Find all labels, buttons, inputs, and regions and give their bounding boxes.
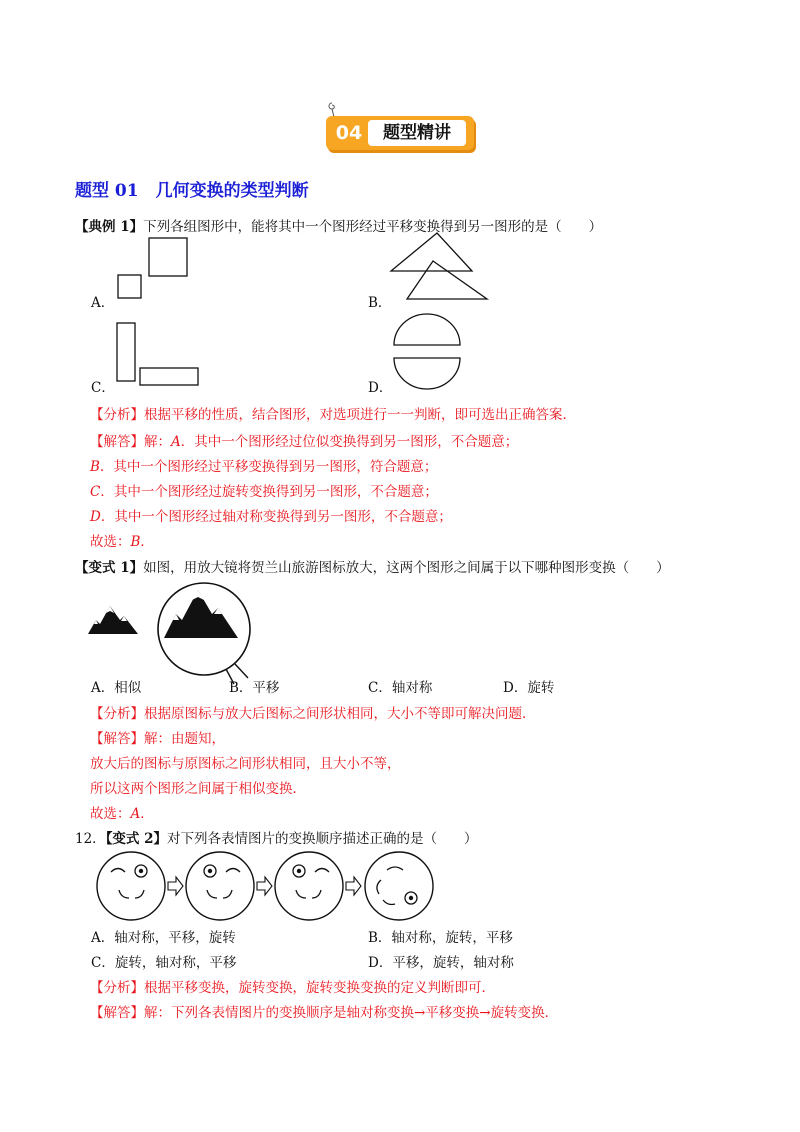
answer-text-a: ．其中一个图形经过位似变换得到另一图形，不合题意； <box>180 434 519 450</box>
arrow-right-icon <box>346 877 361 895</box>
analysis-label: 【分析】 <box>90 407 144 423</box>
analysis-text: 根据原图标与放大后图标之间形状相同，大小不等即可解决问题． <box>144 706 536 722</box>
emoji-sequence <box>95 848 465 928</box>
badge-number: 04 <box>335 122 363 144</box>
example1-text: 下列各组图形中，能将其中一个图形经过平移变换得到另一图形的是（ ） <box>143 219 603 235</box>
variant2-answer <box>90 1001 558 1021</box>
variant1-option-c: C．轴对称 <box>368 680 433 696</box>
option-a-label: A． <box>91 295 115 311</box>
variant2-label: 【变式 2】 <box>105 831 168 847</box>
analysis-text: 根据平移的性质，结合图形，对选项进行一一判断，即可选出正确答案． <box>144 407 576 423</box>
answer-text-1: 解：由题知， <box>144 731 225 747</box>
variant2-analysis <box>90 976 495 996</box>
example1-question <box>75 215 602 235</box>
choice-letter: B <box>130 534 141 550</box>
option-c-label: C． <box>91 380 115 396</box>
badge-title: 题型精讲 <box>368 120 466 146</box>
variant1-analysis <box>90 702 536 722</box>
example1-analysis <box>90 403 576 423</box>
answer-intro: 解： <box>144 434 171 450</box>
option-d-label: D． <box>368 380 393 396</box>
answer-letter-d: D <box>90 509 101 525</box>
variant1-answer-line-1 <box>90 727 225 747</box>
choice-letter: A <box>130 806 141 822</box>
option-a-squares <box>116 236 186 326</box>
magnifier-icon <box>152 580 272 690</box>
variant1-option-a: A．相似 <box>91 680 142 696</box>
variant1-choice <box>90 802 154 822</box>
answer-text-c: ．其中一个图形经过旋转变换得到另一图形，不合题意； <box>100 484 438 500</box>
answer-text: 解：下列各表情图片的变换顺序是轴对称变换→平移变换→旋转变换． <box>144 1005 559 1021</box>
analysis-label: 【分析】 <box>90 706 144 722</box>
example1-answer-line-d <box>90 505 452 525</box>
option-b-label: B． <box>368 295 392 311</box>
emoji-face-4 <box>365 852 433 920</box>
variant2-text: 对下列各表情图片的变换顺序描述正确的是（ ） <box>167 831 478 847</box>
variant2-option-c: C．旋转，轴对称，平移 <box>91 955 237 971</box>
analysis-text: 根据平移变换，旋转变换，旋转变换变换的定义判断即可． <box>144 980 495 996</box>
answer-label: 【解答】 <box>90 434 144 450</box>
variant1-answer-line-3: 所以这两个图形之间属于相似变换． <box>90 781 306 797</box>
example1-label: 【典例 1】 <box>75 219 144 235</box>
variant2-option-b: B．轴对称，旋转，平移 <box>368 930 513 946</box>
variant2-question <box>75 827 478 847</box>
answer-label: 【解答】 <box>90 731 144 747</box>
option-c-rectangles <box>116 322 206 392</box>
example1-answer-line-c <box>90 480 438 500</box>
choice-prefix: 故选： <box>90 534 131 550</box>
variant2-option-d: D．平移，旋转，轴对称 <box>368 955 514 971</box>
answer-text-b: ．其中一个图形经过平移变换得到另一图形，符合题意； <box>99 459 438 475</box>
variant2-number: 12． <box>75 831 106 847</box>
example1-answer-line-b <box>90 455 437 475</box>
variant1-option-b: B．平移 <box>229 680 280 696</box>
choice-suffix: ． <box>140 806 154 822</box>
answer-text-d: ．其中一个图形经过轴对称变换得到另一图形，不合题意； <box>100 509 452 525</box>
emoji-face-1 <box>97 852 165 920</box>
answer-label: 【解答】 <box>90 1005 144 1021</box>
example1-answer-line-a <box>90 430 518 450</box>
variant1-label: 【变式 1】 <box>75 560 144 576</box>
analysis-label: 【分析】 <box>90 980 144 996</box>
variant1-question <box>75 556 670 576</box>
section-badge <box>326 116 474 150</box>
variant1-answer-line-2: 放大后的图标与原图标之间形状相同，且大小不等， <box>90 756 401 772</box>
answer-letter-c: C <box>90 484 101 500</box>
choice-suffix: ． <box>140 534 154 550</box>
section-title: 题型 01 几何变换的类型判断 <box>75 181 309 201</box>
example1-choice <box>90 530 154 550</box>
arrow-right-icon <box>257 877 272 895</box>
answer-letter-b: B <box>90 459 100 475</box>
mountain-icon <box>88 600 140 638</box>
choice-prefix: 故选： <box>90 806 131 822</box>
emoji-face-2 <box>186 852 254 920</box>
option-d-semicircles <box>392 313 462 393</box>
emoji-face-3 <box>275 852 343 920</box>
variant1-option-d: D．旋转 <box>503 680 555 696</box>
option-b-triangles <box>390 232 500 302</box>
arrow-right-icon <box>168 877 183 895</box>
variant1-text: 如图，用放大镜将贺兰山旅游图标放大，这两个图形之间属于以下哪种图形变换（ ） <box>143 560 670 576</box>
variant2-option-a: A．轴对称，平移，旋转 <box>91 930 236 946</box>
answer-letter-a: A <box>171 434 181 450</box>
